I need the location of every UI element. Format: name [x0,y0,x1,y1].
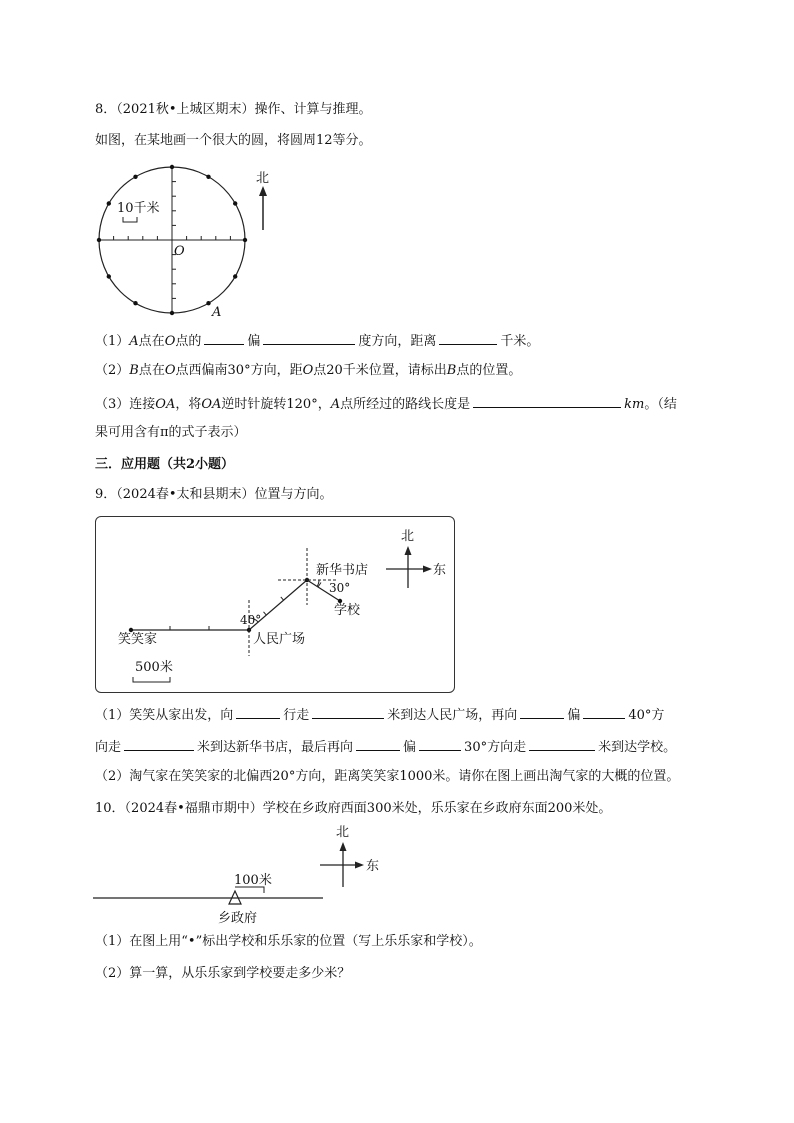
north-label: 北 [401,529,415,544]
q8-part3-cont: 果可用含有π的式子表示） [95,425,247,440]
q8-part3: （3）连接OA，将OA逆时针旋转120°，A点所经过的路线长度是 km。（结 [95,394,677,414]
q9-part1-line2: 向走 米到达新华书店，最后再向 偏 30°方向走 米到达学校。 [95,737,676,757]
scale-label: 500米 [135,660,173,675]
north-label: 北 [336,825,350,840]
q9-header: 9．（2024春•太和县期末）位置与方向。 [95,487,333,502]
q10-part2: （2）算一算，从乐乐家到学校要走多少米？ [95,966,351,981]
east-arrow-icon [355,862,364,869]
east-label: 东 [366,859,380,874]
q10-part1: （1）在图上用“•”标出学校和乐乐家的位置（写上乐乐家和学校）。 [95,934,482,949]
q8-header: 8．（2021秋•上城区期末）操作、计算与推理。 [95,102,372,117]
section-title: 三．应用题（共2小题） [95,457,235,472]
east-label: 东 [433,563,447,578]
q10-header: 10．（2024春•福鼎市期中）学校在乡政府西面300米处，乐乐家在乡政府东面200米处。 [95,801,612,816]
scale-label: 10千米 [117,201,160,216]
q9-part1-line1: （1）笑笑从家出发，向 行走 米到达人民广场，再向 偏 40°方 [95,705,664,725]
plaza-label: 人民广场 [253,632,306,647]
angle-40-label: 40° [240,613,262,627]
q8-intro: 如图，在某地画一个很大的圆，将圆周12等分。 [95,133,372,148]
q9-part2: （2）淘气家在笑笑家的北偏西20°方向，距离笑笑家1000米。请你在图上画出淘气家的大概的位置。 [95,769,680,784]
center-label-o: O [174,244,185,259]
angle-30-label: 30° [329,581,351,595]
north-label: 北 [256,171,270,186]
school-label: 学校 [334,603,361,618]
gov-label: 乡政府 [218,911,258,926]
bookstore-label: 新华书店 [316,563,369,578]
scale-label: 100米 [234,873,272,888]
q8-part2: （2）B点在O点西偏南30°方向，距O点20千米位置，请标出B点的位置。 [95,363,522,378]
point-label-a: A [212,305,222,320]
q8-part1: （1）A点在O点的 偏 度方向，距离 千米。 [95,331,539,351]
north-arrow-icon [340,842,347,851]
home-label: 笑笑家 [118,632,158,647]
